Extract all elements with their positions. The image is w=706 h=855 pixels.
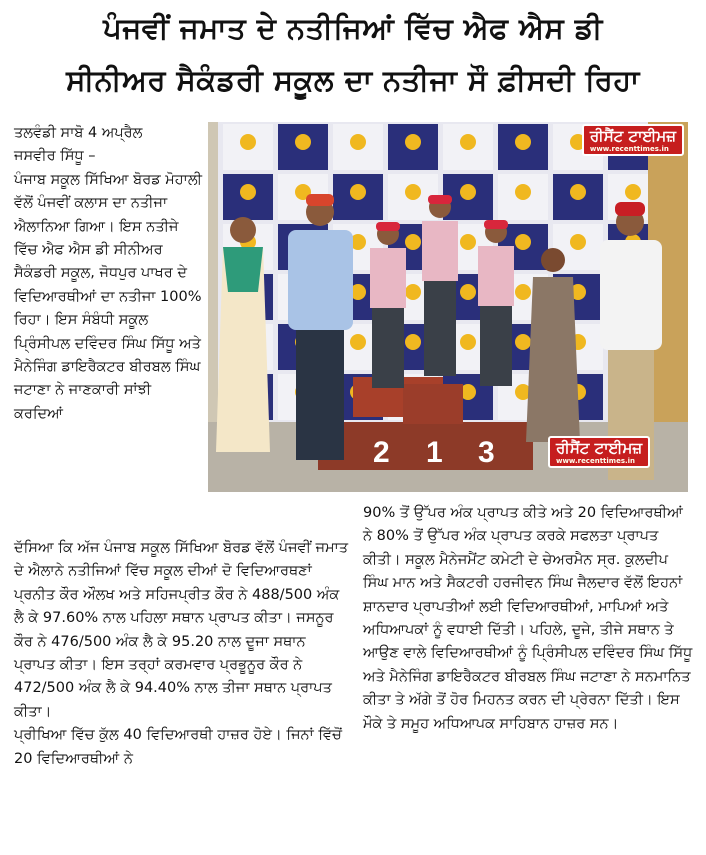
banner-star-icon bbox=[515, 334, 531, 350]
banner-star-icon bbox=[515, 134, 531, 150]
headline-line-2: ਸੀਨੀਅਰ ਸੈਕੰਡਰੀ ਸਕੂਲ ਦਾ ਨਤੀਜਾ ਸੌ ਫ਼ੀਸਦੀ ਰਿਹਾ bbox=[66, 63, 640, 97]
banner-star-icon bbox=[405, 184, 421, 200]
banner-star-icon bbox=[295, 134, 311, 150]
banner-star-icon bbox=[460, 284, 476, 300]
banner-star-icon bbox=[240, 184, 256, 200]
banner-star-icon bbox=[405, 334, 421, 350]
article-right-column bbox=[363, 502, 693, 736]
podium-number-2: 2 bbox=[373, 436, 390, 469]
podium-number-3: 3 bbox=[478, 436, 495, 469]
logo-name-bottom: ਰੀਸੈਂਟ ਟਾਈਮਜ਼ bbox=[556, 439, 643, 457]
recent-times-logo-bottom bbox=[548, 436, 650, 468]
banner-star-icon bbox=[515, 284, 531, 300]
banner-star-icon bbox=[515, 234, 531, 250]
person-right-woman bbox=[526, 248, 580, 442]
banner-star-icon bbox=[240, 134, 256, 150]
logo-url: www.recenttimes.in bbox=[589, 145, 669, 153]
person-left-woman bbox=[216, 217, 270, 452]
banner-star-icon bbox=[405, 234, 421, 250]
podium-number-1: 1 bbox=[426, 436, 443, 469]
byline: ਜਸਵੀਰ ਸਿੱਧੂ – bbox=[14, 148, 96, 165]
logo-name: ਰੀਸੈਂਟ ਟਾਈਮਜ਼ bbox=[589, 127, 676, 145]
article-paragraph: ਦੱਸਿਆ ਕਿ ਅੱਜ ਪੰਜਾਬ ਸਕੂਲ ਸਿੱਖਿਆ ਬੋਰਡ ਵੱਲੋਂ ਪੰਜਵੀਂ ਜਮਾਤ ਦੇ ਐਲਾਨੇ ਨਤੀਜਿਆਂ ਵਿੱਚ ਸਕੂਲ ਦੀਆਂ ਦੋ ਵਿਦਿਆਰਥਣਾਂ ਪ੍ਰਨੀਤ ਕੌਰ ਔਲਖ ਅਤੇ ਸਹਿਜਪ੍ਰੀਤ ਕੌਰ ਨੇ 488/500 ਅੰਕ ਲੈ ਕੇ 97.60% ਨਾਲ ਪਹਿਲਾ ਸਥਾਨ ਪ੍ਰਾਪਤ ਕੀਤਾ। ਜਸਨੂਰ ਕੌਰ ਨੇ 476/500 ਅੰਕ ਲੈ ਕੇ 95.20 ਨਾਲ ਦੂਜਾ ਸਥਾਨ ਪ੍ਰਾਪਤ ਕੀਤਾ। ਇਸ ਤਰ੍ਹਾਂ ਕਰਮਵਾਰ ਪ੍ਰਭੂਨੂਰ ਕੌਰ ਨੇ 472/500 ਅੰਕ ਲੈ ਕੇ 94.40% ਨਾਲ ਤੀਜਾ ਸਥਾਨ ਪ੍ਰਾਪਤ ਕੀਤਾ। bbox=[14, 540, 349, 720]
person-student-1 bbox=[422, 195, 458, 376]
article-paragraph: ਪ੍ਰੀਖਿਆ ਵਿੱਚ ਕੁੱਲ 40 ਵਿਦਿਆਰਥੀ ਹਾਜ਼ਰ ਹੋਏ। ਜਿਨਾਂ ਵਿੱਚੋਂ 20 ਵਿਦਿਆਰਥੀਆਂ ਨੇ bbox=[14, 727, 342, 767]
banner-star-icon bbox=[460, 134, 476, 150]
banner-star-icon bbox=[460, 334, 476, 350]
article-left-top-column bbox=[14, 122, 204, 426]
article-left-column bbox=[14, 537, 351, 771]
logo-url-bottom: www.recenttimes.in bbox=[556, 457, 636, 465]
headline-line-1: ਪੰਜਵੀਂ ਜਮਾਤ ਦੇ ਨਤੀਜਿਆਂ ਵਿੱਚ ਐਫ ਐਸ ਡੀ bbox=[103, 11, 603, 45]
news-photo bbox=[208, 122, 688, 492]
banner-star-icon bbox=[515, 184, 531, 200]
banner-star-icon bbox=[460, 184, 476, 200]
article-paragraph: ਪੰਜਾਬ ਸਕੂਲ ਸਿੱਖਿਆ ਬੋਰਡ ਮੋਹਾਲੀ ਵੱਲੋਂ ਪੰਜਵੀਂ ਕਲਾਸ ਦਾ ਨਤੀਜਾ ਐਲਾਨਿਆ ਗਿਆ। ਇਸ ਨਤੀਜੇ ਵਿੱਚ ਐਫ ਐਸ ਡੀ ਸੀਨੀਅਰ ਸੈਕੰਡਰੀ ਸਕੂਲ, ਜੋਧਪੁਰ ਪਾਖਰ ਦੇ ਵਿਦਿਆਰਥੀਆਂ ਦਾ ਨਤੀਜਾ 100% ਰਿਹਾ। ਇਸ ਸੰਬੰਧੀ ਸਕੂਲ ਪ੍ਰਿੰਸੀਪਲ ਦਵਿੰਦਰ ਸਿੰਘ ਸਿੱਧੂ ਅਤੇ ਮੈਨੇਜਿੰਗ ਡਾਇਰੈਕਟਰ ਬੀਰਬਲ ਸਿੰਘ ਜਟਾਣਾ ਨੇ ਜਾਣਕਾਰੀ ਸਾਂਝੀ ਕਰਦਿਆਂ bbox=[14, 171, 202, 422]
person-man-blue-shirt bbox=[288, 194, 353, 460]
banner-star-icon bbox=[350, 184, 366, 200]
banner-star-icon bbox=[570, 234, 586, 250]
dateline: ਤਲਵੰਡੀ ਸਾਬੋ 4 ਅਪ੍ਰੈਲ bbox=[14, 125, 143, 141]
banner-star-icon bbox=[625, 184, 641, 200]
banner-star-icon bbox=[460, 234, 476, 250]
article-paragraph: 90% ਤੋਂ ਉੱਪਰ ਅੰਕ ਪ੍ਰਾਪਤ ਕੀਤੇ ਅਤੇ 20 ਵਿਦਿਆਰਥੀਆਂ ਨੇ 80% ਤੋਂ ਉੱਪਰ ਅੰਕ ਪ੍ਰਾਪਤ ਕਰਕੇ ਸਫਲਤਾ ਪ੍ਰਾਪਤ ਕੀਤੀ। ਸਕੂਲ ਮੈਨੇਜਮੈਂਟ ਕਮੇਟੀ ਦੇ ਚੇਅਰਮੈਨ ਸ੍ਰ. ਕੁਲਦੀਪ ਸਿੰਘ ਮਾਨ ਅਤੇ ਸੈਕਟਰੀ ਹਰਜੀਵਨ ਸਿੰਘ ਜੈਲਦਾਰ ਵੱਲੋਂ ਇਹਨਾਂ ਸ਼ਾਨਦਾਰ ਪ੍ਰਾਪਤੀਆਂ ਲਈ ਵਿਦਿਆਰਥੀਆਂ, ਮਾਪਿਆਂ ਅਤੇ ਅਧਿਆਪਕਾਂ ਨੂੰ ਵਧਾਈ ਦਿੱਤੀ। ਪਹਿਲੇ, ਦੂਜੇ, ਤੀਜੇ ਸਥਾਨ ਤੇ ਆਉਣ ਵਾਲੇ ਵਿਦਿਆਰਥੀਆਂ ਨੂੰ ਪ੍ਰਿੰਸੀਪਲ ਦਵਿੰਦਰ ਸਿੰਘ ਸਿੱਧੂ ਅਤੇ ਮੈਨੇਜਿੰਗ ਡਾਇਰੈਕਟਰ ਬੀਰਬਲ ਸਿੰਘ ਜਟਾਣਾ ਨੇ ਸਨਮਾਨਿਤ ਕੀਤਾ ਤੇ ਅੱਗੇ ਤੋਂ ਹੋਰ ਮਿਹਨਤ ਕਰਨ ਦੀ ਪ੍ਰੇਰਨਾ ਦਿੱਤੀ। ਇਸ ਮੌਕੇ ਤੇ ਸਮੂਹ ਅਧਿਆਪਕ ਸਾਹਿਬਾਨ ਹਾਜ਼ਰ ਸਨ। bbox=[363, 505, 693, 732]
banner-star-icon bbox=[405, 284, 421, 300]
recent-times-logo bbox=[582, 124, 684, 156]
banner-star-icon bbox=[350, 134, 366, 150]
banner-star-icon bbox=[570, 184, 586, 200]
banner-star-icon bbox=[405, 134, 421, 150]
banner-star-icon bbox=[350, 334, 366, 350]
